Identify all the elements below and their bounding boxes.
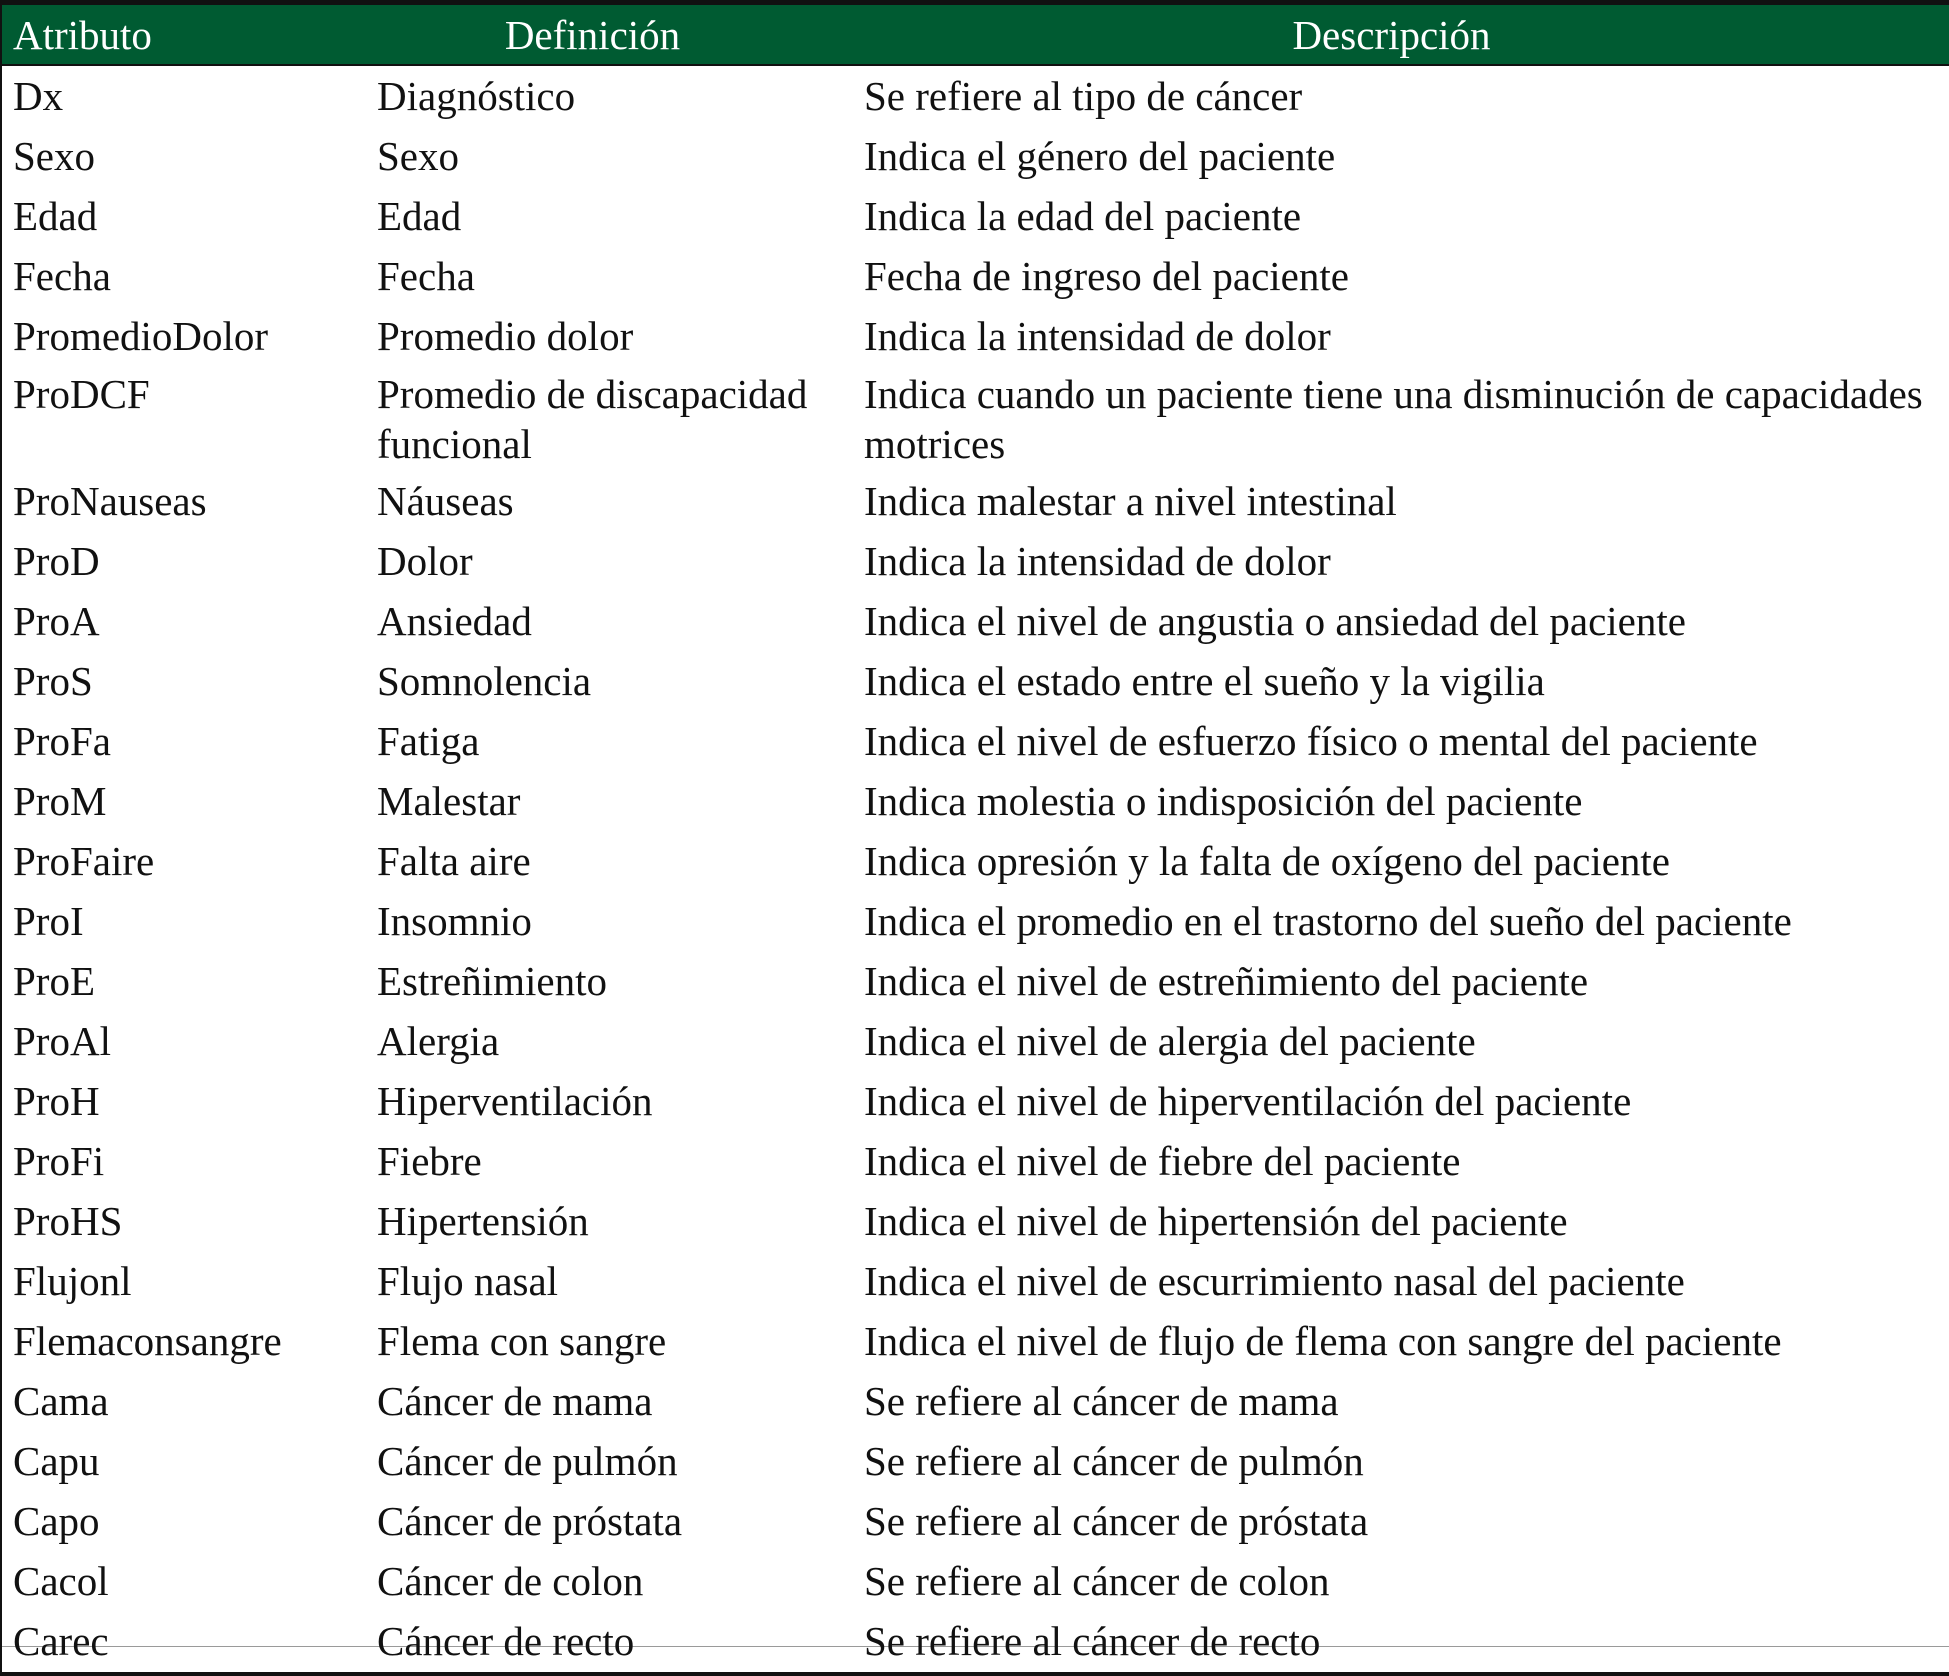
table-row	[1, 1431, 1949, 1491]
attribute-cell: ProM	[13, 777, 107, 824]
description-cell: Indica el nivel de esfuerzo físico o mental del paciente	[864, 717, 1758, 764]
description-cell: Indica el género del paciente	[864, 132, 1336, 179]
definition-cell: Malestar	[377, 777, 521, 824]
table-row	[1, 891, 1949, 951]
attribute-cell: Edad	[13, 192, 98, 239]
table-row	[1, 1611, 1949, 1674]
table-row	[1, 186, 1949, 246]
description-cell: Indica la edad del paciente	[864, 192, 1302, 239]
definition-cell: Promedio de discapacidad funcional	[377, 370, 808, 467]
attribute-cell: ProDCF	[13, 370, 150, 417]
table-row	[1, 591, 1949, 651]
definition-cell: Hipertensión	[377, 1197, 589, 1244]
definition-cell: Dolor	[377, 537, 473, 584]
attribute-cell: Capu	[13, 1437, 100, 1484]
description-cell: Indica el nivel de flujo de flema con sangre del paciente	[864, 1317, 1782, 1364]
attribute-cell: ProAl	[13, 1017, 111, 1064]
attribute-cell: Flujonl	[13, 1257, 132, 1304]
column-header-descripcion: Descripción	[833, 3, 1949, 65]
table-row	[1, 1371, 1949, 1431]
description-cell: Se refiere al cáncer de mama	[864, 1377, 1339, 1424]
description-cell: Indica el nivel de alergia del paciente	[864, 1017, 1476, 1064]
attribute-cell: PromedioDolor	[13, 312, 269, 359]
definition-cell: Cáncer de mama	[377, 1377, 653, 1424]
description-cell: Se refiere al cáncer de pulmón	[864, 1437, 1364, 1484]
description-cell: Indica el nivel de angustia o ansiedad del paciente	[864, 597, 1686, 644]
definition-cell: Falta aire	[377, 837, 531, 884]
description-cell: Indica el nivel de hiperventilación del paciente	[864, 1077, 1632, 1124]
attribute-cell: ProNauseas	[13, 477, 207, 524]
table-row	[1, 1311, 1949, 1371]
table-row	[1, 1251, 1949, 1311]
table-header	[1, 3, 1949, 65]
definition-cell: Diagnóstico	[377, 72, 576, 119]
description-cell: Indica malestar a nivel intestinal	[864, 477, 1397, 524]
attribute-cell: ProHS	[13, 1197, 123, 1244]
table-row	[1, 306, 1949, 366]
definition-cell: Cáncer de próstata	[377, 1497, 683, 1544]
definition-cell: Somnolencia	[377, 657, 592, 704]
attribute-cell: Dx	[13, 72, 64, 119]
table-row	[1, 711, 1949, 771]
attribute-cell: Fecha	[13, 252, 111, 299]
description-cell: Indica molestia o indisposición del paciente	[864, 777, 1583, 824]
table-row	[1, 831, 1949, 891]
table-row	[1, 1011, 1949, 1071]
table-row	[1, 246, 1949, 306]
description-cell: Indica el estado entre el sueño y la vigilia	[864, 657, 1545, 704]
table-body	[1, 65, 1949, 1674]
attribute-cell: Carec	[1, 1611, 352, 1674]
table-row	[1, 651, 1949, 711]
table-row	[1, 126, 1949, 186]
definition-cell: Cáncer de pulmón	[377, 1437, 678, 1484]
description-cell: Indica cuando un paciente tiene una disminución de capacidades motrices	[864, 370, 1923, 467]
attribute-cell: ProH	[13, 1077, 100, 1124]
definition-cell: Edad	[377, 192, 462, 239]
definition-cell: Hiperventilación	[377, 1077, 653, 1124]
table-row	[1, 471, 1949, 531]
table-row	[1, 771, 1949, 831]
description-cell: Indica el nivel de escurrimiento nasal del paciente	[864, 1257, 1685, 1304]
attribute-cell: ProE	[13, 957, 95, 1004]
table-row	[1, 1491, 1949, 1551]
table-row	[1, 1551, 1949, 1611]
attribute-cell: ProFa	[13, 717, 111, 764]
definition-cell: Náuseas	[377, 477, 514, 524]
table-row	[1, 951, 1949, 1011]
definition-cell: Sexo	[377, 132, 459, 179]
definition-cell: Fiebre	[377, 1137, 482, 1184]
table-row	[1, 1071, 1949, 1131]
description-cell: Fecha de ingreso del paciente	[864, 252, 1349, 299]
attribute-cell: ProD	[13, 537, 100, 584]
description-cell: Indica la intensidad de dolor	[864, 537, 1331, 584]
definition-cell: Cáncer de colon	[377, 1557, 644, 1604]
table-row	[1, 366, 1949, 471]
definition-cell: Alergia	[377, 1017, 500, 1064]
attribute-cell: Capo	[13, 1497, 100, 1544]
definition-cell: Estreñimiento	[377, 957, 608, 1004]
attribute-cell: Sexo	[13, 132, 95, 179]
description-cell: Se refiere al cáncer de recto	[833, 1611, 1949, 1674]
attribute-cell: ProA	[13, 597, 100, 644]
attribute-cell: ProS	[13, 657, 93, 704]
table-row	[1, 1131, 1949, 1191]
description-cell: Indica el nivel de hipertensión del paciente	[864, 1197, 1568, 1244]
definition-cell: Insomnio	[377, 897, 532, 944]
description-cell: Se refiere al tipo de cáncer	[864, 72, 1303, 119]
attribute-cell: Cacol	[13, 1557, 109, 1604]
table-row	[1, 65, 1949, 126]
attribute-cell: Flemaconsangre	[13, 1317, 282, 1364]
attribute-cell: Cama	[13, 1377, 109, 1424]
definition-cell: Promedio dolor	[377, 312, 634, 359]
definition-cell: Ansiedad	[377, 597, 532, 644]
column-header-atributo: Atributo	[1, 3, 352, 65]
description-cell: Indica opresión y la falta de oxígeno del paciente	[864, 837, 1671, 884]
description-cell: Indica el nivel de estreñimiento del paciente	[864, 957, 1589, 1004]
definition-cell: Fatiga	[377, 717, 480, 764]
definition-cell: Flema con sangre	[377, 1317, 667, 1364]
table-row	[1, 531, 1949, 591]
table-row	[1, 1191, 1949, 1251]
attribute-cell: ProFaire	[13, 837, 155, 884]
attribute-cell: ProI	[13, 897, 84, 944]
description-cell: Se refiere al cáncer de próstata	[864, 1497, 1369, 1544]
column-header-definicion: Definición	[352, 3, 833, 65]
header-row	[1, 3, 1949, 65]
description-cell: Indica la intensidad de dolor	[864, 312, 1331, 359]
description-cell: Indica el nivel de fiebre del paciente	[864, 1137, 1461, 1184]
description-cell: Se refiere al cáncer de colon	[864, 1557, 1330, 1604]
description-cell: Indica el promedio en el trastorno del sueño del paciente	[864, 897, 1792, 944]
definition-cell: Flujo nasal	[377, 1257, 559, 1304]
definition-cell: Cáncer de recto	[352, 1611, 833, 1674]
definition-cell: Fecha	[377, 252, 475, 299]
attribute-cell: ProFi	[13, 1137, 105, 1184]
